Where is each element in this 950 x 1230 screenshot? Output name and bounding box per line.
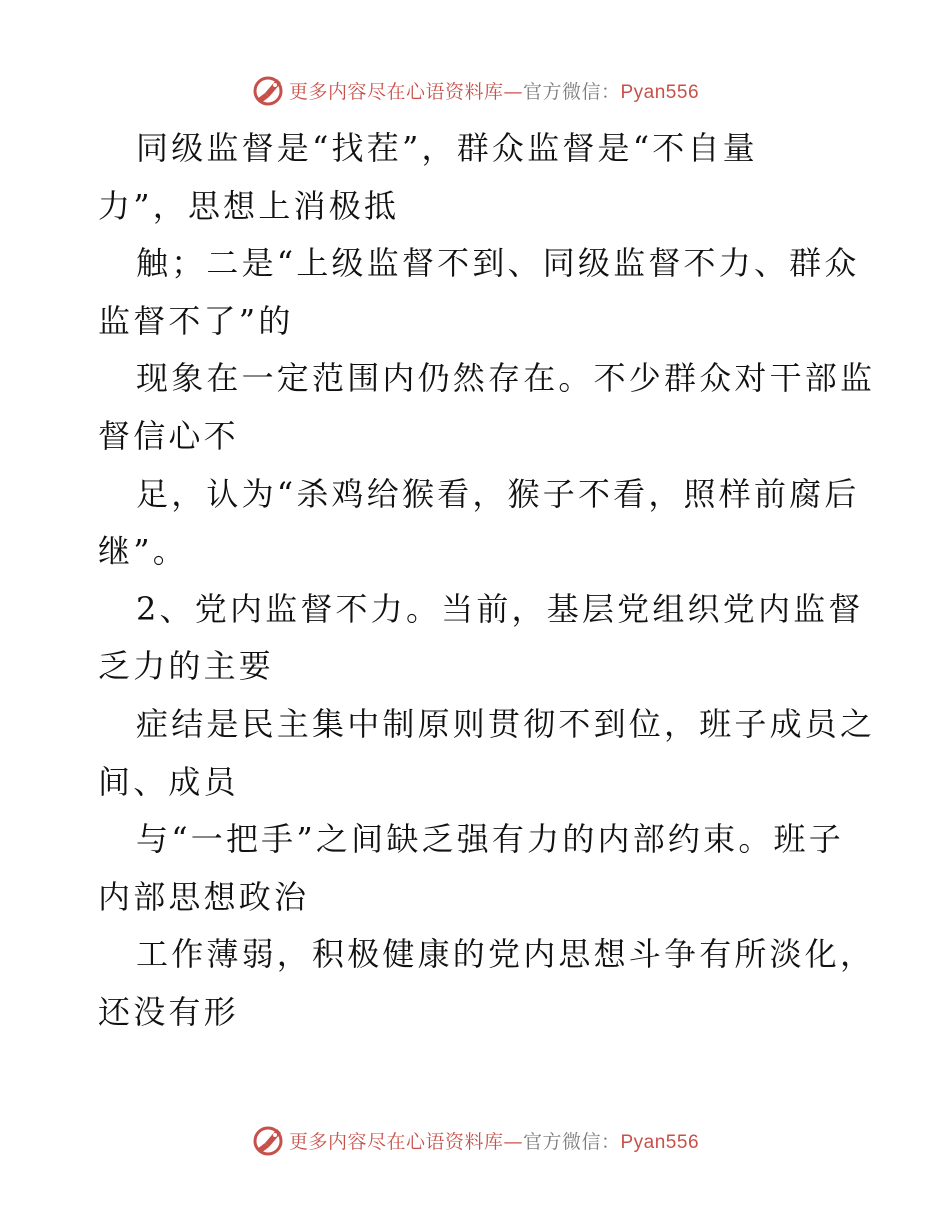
body-line: 监督不了”的 xyxy=(98,301,294,340)
banner-title: 更多内容尽在心语资料库 xyxy=(288,80,504,103)
pen-nib-logo-icon xyxy=(251,73,285,107)
body-line: 触；二是“上级监督不到、同级监督不力、群众 xyxy=(136,244,860,283)
body-line: 继”。 xyxy=(98,532,188,571)
banner-subtitle: 官方微信： xyxy=(522,1130,621,1153)
body-line: 内部思想政治 xyxy=(98,877,310,916)
body-line: 足，认为“杀鸡给猴看，猴子不看，照样前腐后 xyxy=(136,474,860,513)
body-line: 同级监督是“找茬”，群众监督是“不自量 xyxy=(136,129,758,167)
body-line: 力”，思想上消极抵 xyxy=(98,186,400,225)
body-line: 工作薄弱，积极健康的党内思想斗争有所淡化， xyxy=(136,935,876,974)
banner-wechat-id: Pyan556 xyxy=(620,1131,700,1153)
body-line: 现象在一定范围内仍然存在。不少群众对干部监 xyxy=(136,359,876,398)
body-line: 与“一把手”之间缺乏强有力的内部约束。班子 xyxy=(136,820,844,859)
body-line: 乏力的主要 xyxy=(98,647,275,686)
banner-dash: — xyxy=(503,1130,523,1153)
header-banner xyxy=(0,70,950,110)
banner-wechat-id: Pyan556 xyxy=(620,81,700,103)
pen-nib-logo-icon xyxy=(251,1123,285,1157)
footer-banner xyxy=(0,1120,950,1160)
body-line: 督信心不 xyxy=(98,416,239,455)
body-line: 2、党内监督不力。当前，基层党组织党内监督 xyxy=(136,589,864,628)
document-body xyxy=(98,120,876,1042)
banner-title: 更多内容尽在心语资料库 xyxy=(288,1130,504,1153)
body-line: 间、成员 xyxy=(98,762,239,801)
banner-dash: — xyxy=(503,80,523,103)
body-line: 症结是民主集中制原则贯彻不到位，班子成员之 xyxy=(136,704,876,743)
body-line: 还没有形 xyxy=(98,992,239,1031)
banner-subtitle: 官方微信： xyxy=(522,80,621,103)
